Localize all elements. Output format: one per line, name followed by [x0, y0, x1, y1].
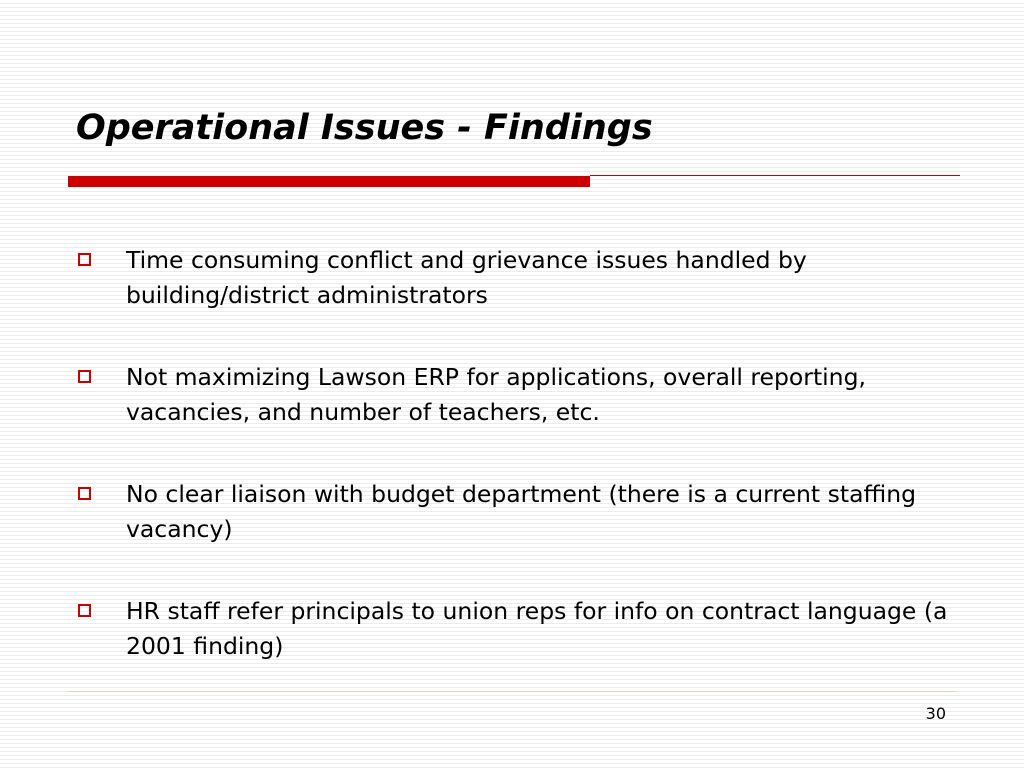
hollow-square-icon	[78, 253, 91, 266]
bullet-text: Not maximizing Lawson ERP for applications, overall reporting, vacancies, and number of teachers, etc.	[126, 363, 866, 426]
bullet-item	[76, 360, 956, 430]
bullet-text: HR staff refer principals to union reps for info on contract language (a 2001 finding)	[126, 597, 948, 660]
bullet-list	[76, 243, 956, 711]
bullet-text: Time consuming conflict and grievance issues handled by building/district administrators	[126, 246, 807, 309]
slide-title: Operational Issues - Findings	[76, 108, 653, 148]
bullet-text: No clear liaison with budget department (there is a current staffing vacancy)	[126, 480, 917, 543]
bullet-item	[76, 477, 956, 547]
title-underline-thin	[590, 175, 960, 176]
slide-number: 30	[925, 704, 946, 723]
bullet-item	[76, 594, 956, 664]
hollow-square-icon	[78, 487, 91, 500]
hollow-square-icon	[78, 370, 91, 383]
footer-divider	[68, 691, 956, 692]
title-underline-thick	[68, 176, 590, 187]
hollow-square-icon	[78, 604, 91, 617]
bullet-item	[76, 243, 956, 313]
